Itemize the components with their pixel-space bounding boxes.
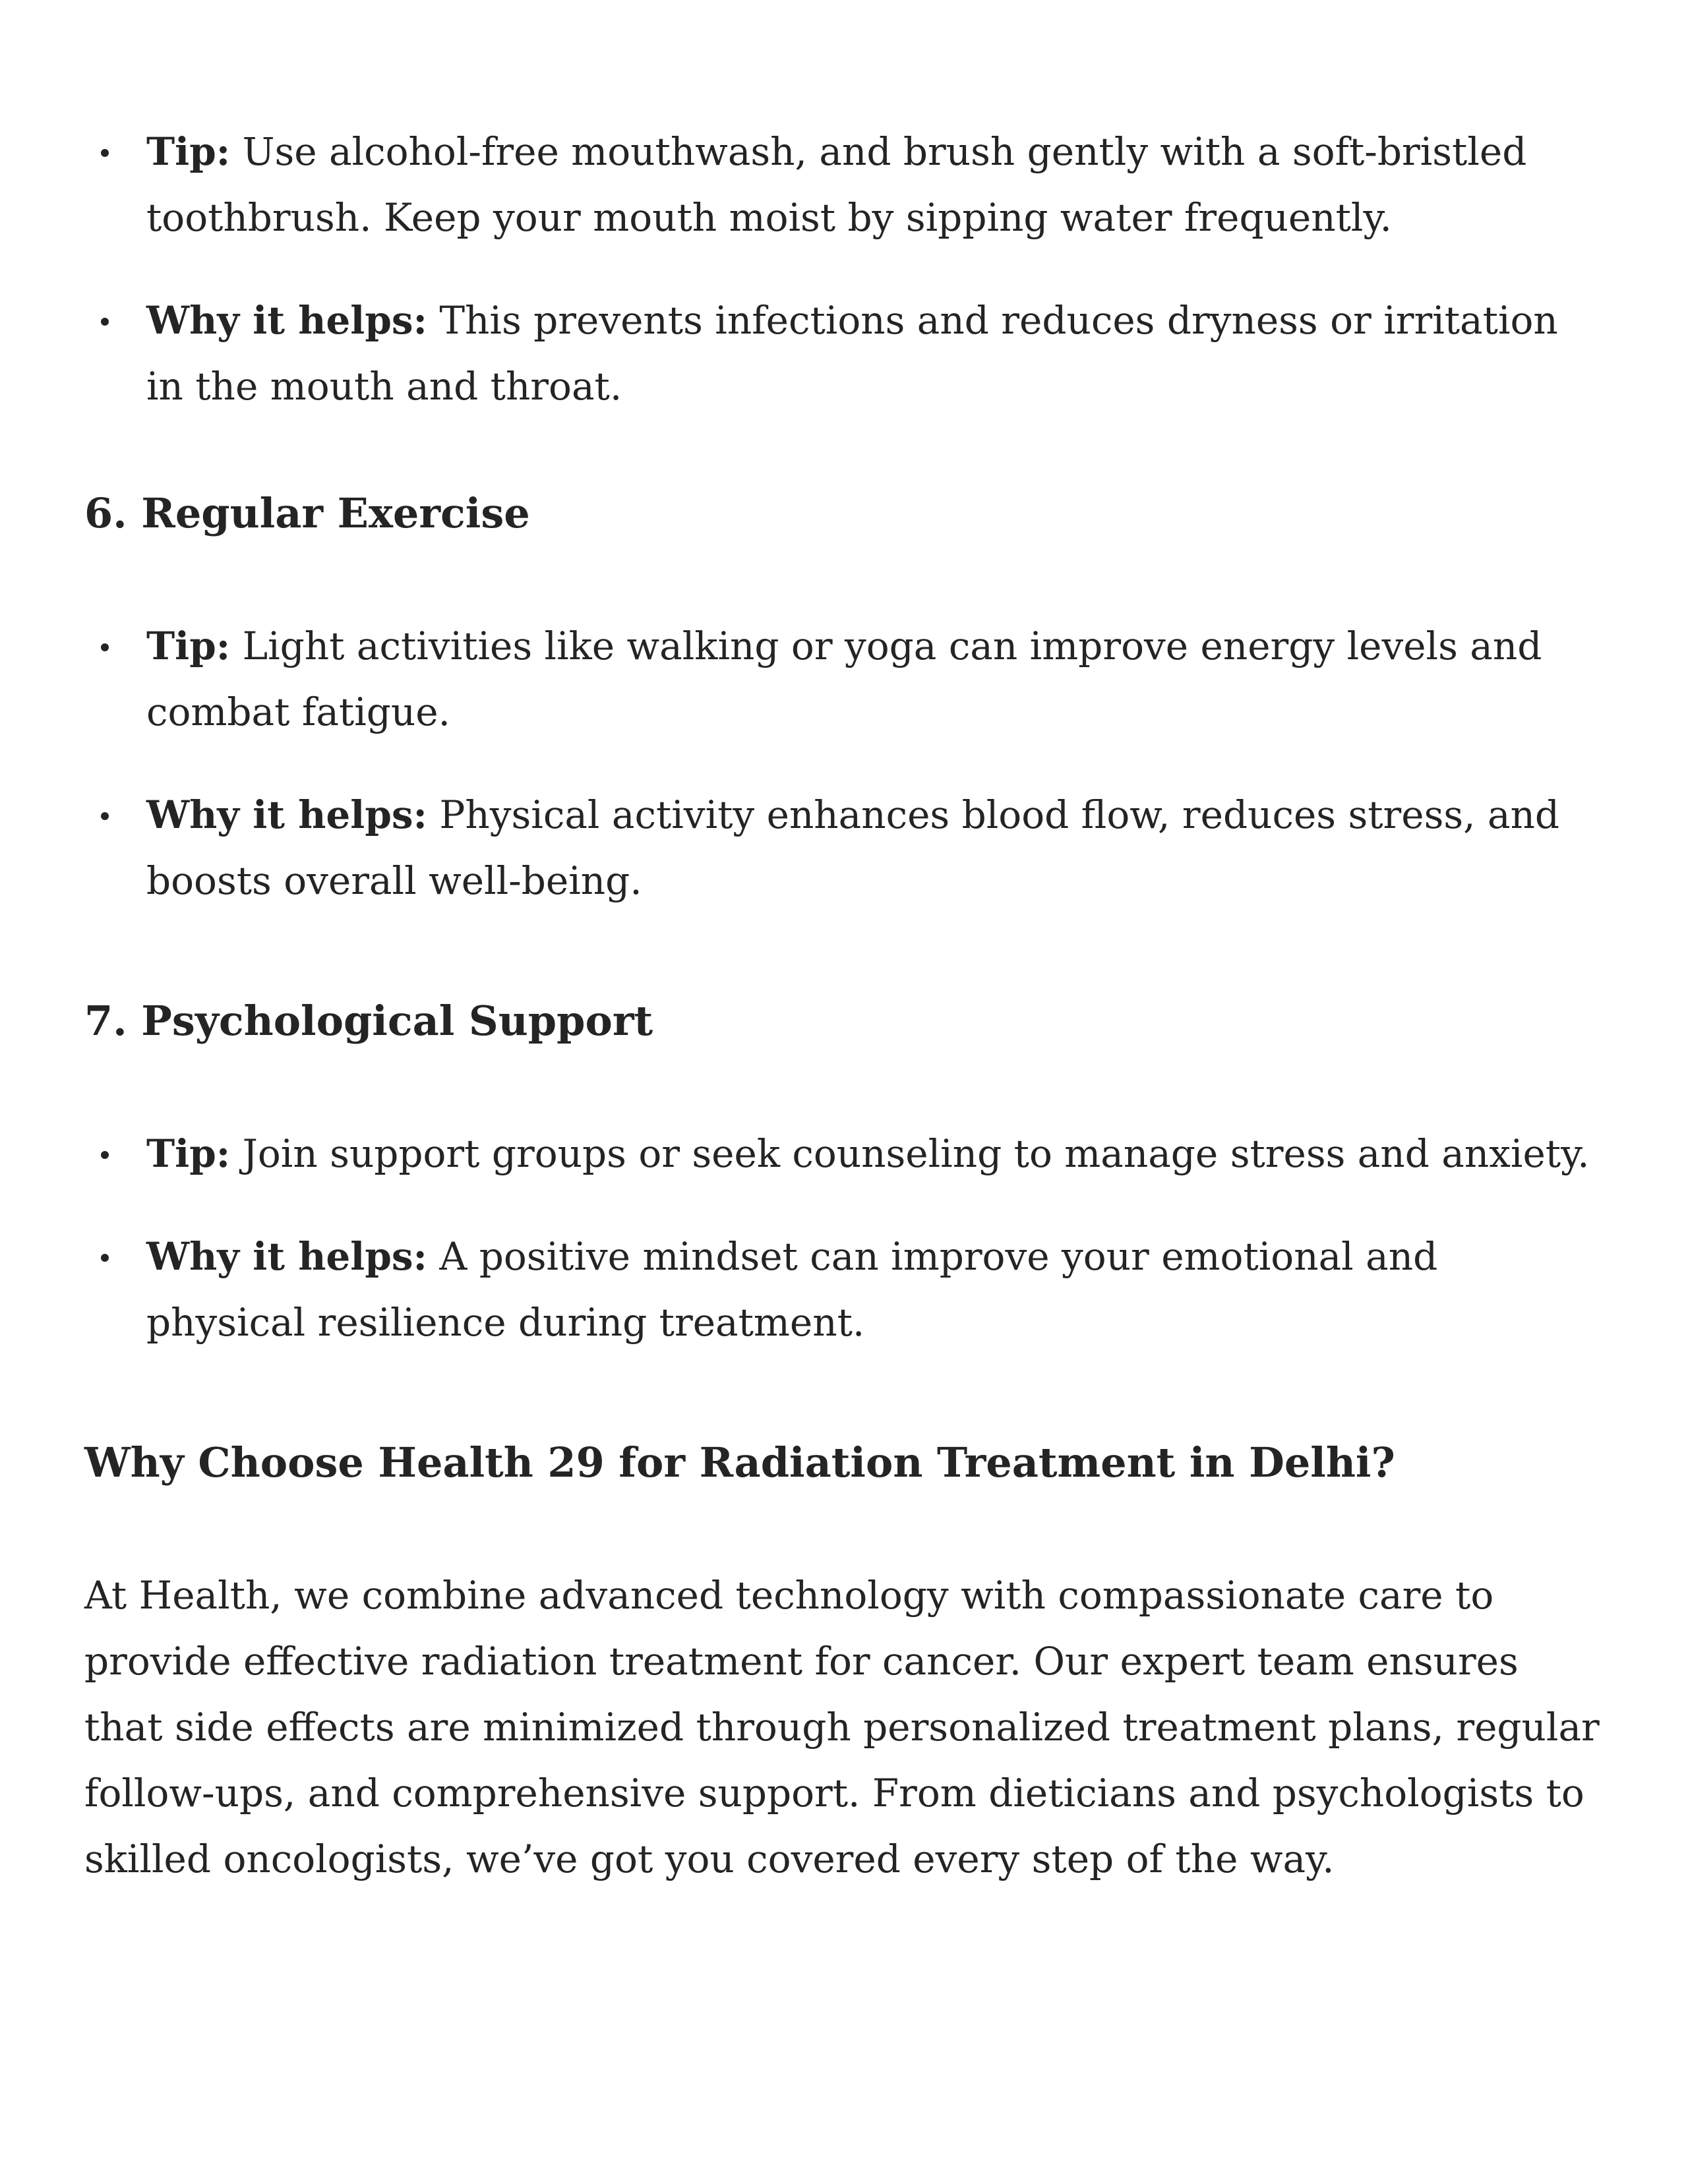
section-heading-why-choose: Why Choose Health 29 for Radiation Treatment in Delhi?: [84, 1438, 1395, 1487]
item-label: Why it helps:: [146, 792, 427, 837]
article-body: [84, 119, 1601, 1892]
item-text: Light activities like walking or yoga can improve energy levels and combat fatigue.: [146, 624, 1542, 734]
list-item: [84, 119, 1601, 251]
list-item: [84, 782, 1601, 914]
item-label: Why it helps:: [146, 1234, 427, 1279]
item-label: Why it helps:: [146, 298, 427, 343]
item-text: Join support groups or seek counseling to manage stress and anxiety.: [230, 1131, 1590, 1176]
closing-paragraph: At Health, we combine advanced technology with compassionate care to provide effective radiation treatment for cancer. Our expert team ensures that side effects are minimized through personalized treatment plans, regular follow-ups, and comprehensive support. From dieticians and psychologists to skilled oncologists, we’ve got you covered every step of the way.: [84, 1573, 1600, 1881]
item-text: Use alcohol-free mouthwash, and brush gently with a soft-bristled toothbrush. Keep your mouth moist by sipping water frequently.: [146, 129, 1527, 240]
item-label: Tip:: [146, 1131, 231, 1176]
list-item: [84, 1121, 1601, 1187]
section-heading-exercise: 6. Regular Exercise: [84, 489, 530, 537]
item-text: Physical activity enhances blood flow, reduces stress, and boosts overall well-being.: [146, 792, 1560, 903]
section-heading-psychological: 7. Psychological Support: [84, 997, 653, 1045]
item-text: This prevents infections and reduces dryness or irritation in the mouth and throat.: [146, 298, 1558, 409]
exercise-list: [84, 613, 1601, 914]
list-item: [84, 287, 1601, 419]
psychological-list: [84, 1121, 1601, 1355]
oral-care-list: [84, 119, 1601, 419]
item-text: A positive mindset can improve your emotional and physical resilience during treatment.: [146, 1234, 1438, 1345]
item-label: Tip:: [146, 129, 231, 174]
list-item: [84, 1224, 1601, 1355]
list-item: [84, 613, 1601, 745]
item-label: Tip:: [146, 624, 231, 668]
